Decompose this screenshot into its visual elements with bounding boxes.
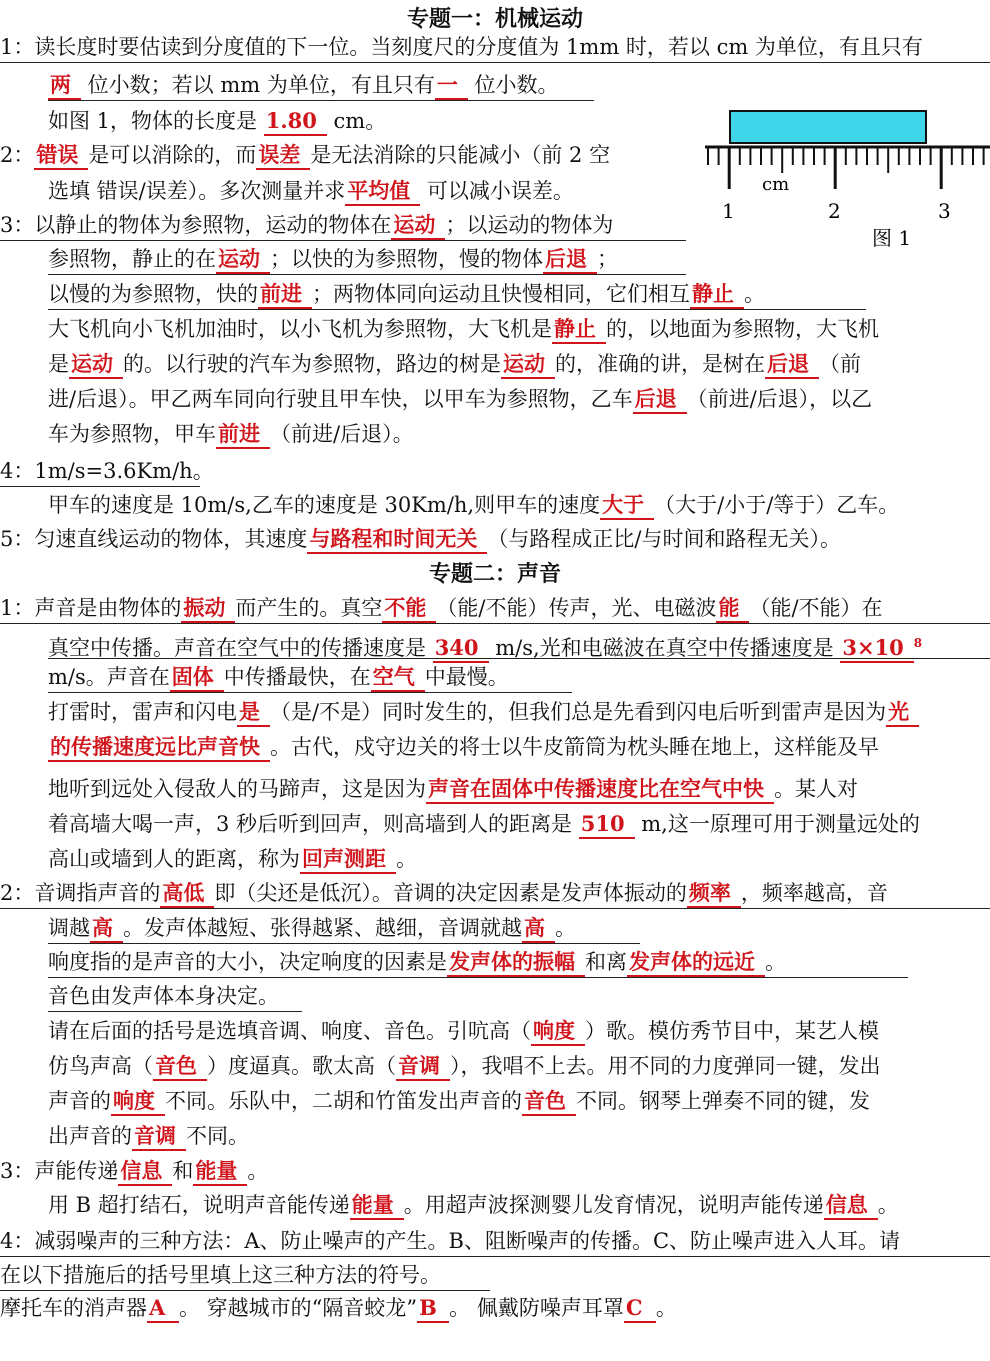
item-number: 2： <box>0 881 35 905</box>
figure-caption: 图 1 <box>872 226 912 250</box>
text-line <box>48 981 302 1012</box>
answer-blank: 静止 <box>690 281 744 309</box>
text-line <box>0 456 214 487</box>
line-text: 以静止的物体为参照物，运动的物体在 <box>34 213 392 237</box>
answer-blank: 信息 <box>118 1158 172 1186</box>
text-line <box>0 524 841 554</box>
line-text: 。 <box>877 1193 899 1217</box>
answer-blank: 3×10 <box>840 635 913 663</box>
line-text: 声音的 <box>48 1089 111 1113</box>
ruler-unit-label: cm <box>762 174 790 195</box>
line-text: 1m/s=3.6Km/h。 <box>34 459 214 483</box>
answer-blank: 回声测距 <box>300 846 396 874</box>
text-line <box>48 70 594 101</box>
line-text: 匀速直线运动的物体，其速度 <box>34 527 308 551</box>
answer-blank: B <box>417 1295 449 1323</box>
answer-blank: 频率 <box>687 880 741 908</box>
answer-blank: 能量 <box>193 1158 247 1186</box>
line-text: m/s,光和电磁波在真空中传播速度是 <box>488 636 841 660</box>
text-line <box>0 593 990 624</box>
line-text: 的，以地面为参照物，大飞机 <box>606 317 879 341</box>
answer-blank: 是 <box>237 699 270 727</box>
answer-blank: 与路程和时间无关 <box>307 526 487 554</box>
line-text: 。 <box>744 282 765 306</box>
line-text: 大飞机向小飞机加油时，以小飞机为参照物，大飞机是 <box>48 317 552 341</box>
line-text: （前进/后退），以乙 <box>686 387 873 411</box>
text-line <box>48 106 386 136</box>
line-text: 进/后退）。甲乙两车同向行驶且甲车快，以甲车为参照物，乙车 <box>48 387 633 411</box>
ruler-tick-label-2: 2 <box>828 199 841 223</box>
answer-blank: 运动 <box>391 212 445 240</box>
text-line <box>48 349 861 379</box>
answer-blank: 音调 <box>132 1123 186 1151</box>
line-text: 声能传递 <box>34 1159 119 1183</box>
line-text: 车为参照物，甲车 <box>48 422 216 446</box>
answer-blank: 空气 <box>371 664 425 692</box>
line-text: 位小数。 <box>467 73 559 97</box>
answer-blank: 后退 <box>633 386 687 414</box>
line-text: 选填 错误/误差）。多次测量并求 <box>48 179 346 203</box>
line-text: 。 <box>765 950 786 974</box>
answer-blank: 光 <box>886 699 919 727</box>
answer-blank: 误差 <box>256 142 310 170</box>
line-text: ）度逼真。歌太高（ <box>207 1054 396 1078</box>
answer-blank: C <box>624 1295 656 1323</box>
text-line <box>48 1086 870 1116</box>
answer-blank: 声音在固体中传播速度比在空气中快 <box>426 776 774 804</box>
text-line <box>48 419 414 449</box>
text-line <box>48 947 908 978</box>
line-text: 位小数；若以 mm 为单位，有且只有 <box>81 73 435 97</box>
answer-blank: 高低 <box>160 880 214 908</box>
line-text: cm。 <box>326 109 387 133</box>
text-line <box>48 628 990 659</box>
text-line <box>48 384 872 414</box>
line-text: 。发声体越短、张得越紧、越细，音调就越 <box>123 916 522 940</box>
superscript: 8 <box>913 636 923 650</box>
line-text: ；以运动的物体为 <box>445 213 614 237</box>
text-line <box>0 210 686 241</box>
answer-blank: 音色 <box>153 1053 207 1081</box>
item-number: 1： <box>0 35 35 59</box>
line-text: 出声音的 <box>48 1124 132 1148</box>
line-text: 。某人对 <box>774 777 858 801</box>
line-text: 打雷时，雷声和闪电 <box>48 700 237 724</box>
answer-blank: 音色 <box>522 1088 576 1116</box>
line-text: ；两物体同向运动且快慢相同，它们相互 <box>312 282 690 306</box>
line-text: 。 <box>555 916 576 940</box>
line-text: 着高墙大喝一声，3 秒后听到回声，则高墙到人的距离是 <box>48 812 579 836</box>
line-text: 摩托车的消声器 <box>0 1296 147 1320</box>
line-text: m/s。声音在 <box>48 665 170 689</box>
answer-blank: 高 <box>522 915 555 943</box>
answer-blank: 前进 <box>216 421 270 449</box>
text-line <box>0 140 610 170</box>
answer-blank: 的传播速度远比声音快 <box>48 734 270 762</box>
line-text: 。 <box>247 1159 269 1183</box>
text-line <box>48 314 879 344</box>
line-text: 。古代，戍守边关的将士以牛皮箭筒为枕头睡在地上，这样能及早 <box>270 735 879 759</box>
answer-blank: 信息 <box>824 1192 878 1220</box>
answer-blank: 后退 <box>765 351 819 379</box>
line-text: ；以快的为参照物，慢的物体 <box>270 247 543 271</box>
ruler-tick-label-3: 3 <box>938 199 951 223</box>
answer-blank: 平均值 <box>345 178 420 206</box>
line-text: 。 <box>396 847 417 871</box>
line-text: 甲车的速度是 10m/s,乙车的速度是 30Km/h,则甲车的速度 <box>48 493 601 517</box>
line-text: 。用超声波探测婴儿发育情况，说明声能传递 <box>403 1193 824 1217</box>
item-number: 3： <box>0 1159 35 1183</box>
line-text: 仿鸟声高（ <box>48 1054 153 1078</box>
text-line <box>0 1293 677 1323</box>
text-line <box>48 732 879 762</box>
text-line <box>48 176 574 206</box>
item-number: 5： <box>0 527 35 551</box>
line-text: 是可以消除的，而 <box>88 143 257 167</box>
answer-blank: 1.80 <box>264 108 327 136</box>
line-text: 音色由发声体本身决定。 <box>48 984 279 1008</box>
text-line <box>48 1051 881 1081</box>
line-text: 。 穿越城市的“隔音蛟龙” <box>179 1296 418 1320</box>
line-text: 是无法消除的只能减小（前 2 空 <box>310 143 611 167</box>
answer-blank: 发声体的远近 <box>627 949 765 977</box>
line-text: 响度指的是声音的大小，决定响度的因素是 <box>48 950 447 974</box>
answer-blank: 能量 <box>350 1192 404 1220</box>
ruler-ticks <box>708 147 984 189</box>
text-line <box>0 1260 490 1291</box>
text-line <box>48 913 640 944</box>
answer-blank: 两 <box>48 72 81 100</box>
line-text: 。 <box>655 1296 677 1320</box>
answer-blank: 音调 <box>396 1053 450 1081</box>
line-text: 音调指声音的 <box>34 881 161 905</box>
line-text: ），我唱不上去。用不同的力度弹同一键，发出 <box>450 1054 881 1078</box>
line-text: ； <box>597 247 618 271</box>
line-text: 以慢的为参照物，快的 <box>48 282 258 306</box>
line-text: （能/不能）传声，光、电磁波 <box>436 596 717 620</box>
line-text: 减弱噪声的三种方法：A、防止噪声的产生。B、阻断噪声的传播。C、防止噪声进入人耳。请 <box>34 1229 901 1253</box>
line-text: 和离 <box>585 950 627 974</box>
line-text: 中最慢。 <box>424 665 509 689</box>
line-text: ）歌。模仿秀节目中，某艺人模 <box>585 1019 879 1043</box>
line-text: 即（尖还是低沉）。音调的决定因素是发声体振动的 <box>214 881 687 905</box>
item-number: 4： <box>0 459 35 483</box>
item-number: 1： <box>0 596 35 620</box>
answer-blank: A <box>147 1295 179 1323</box>
line-text: 读长度时要估读到分度值的下一位。当刻度尺的分度值为 1mm 时，若以 cm 为单位，有且只有 <box>34 35 923 59</box>
answer-blank: 响度 <box>531 1018 585 1046</box>
line-text: （前 <box>819 352 861 376</box>
line-text: 真空中传播。声音在空气中的传播速度是 <box>48 636 433 660</box>
answer-blank: 响度 <box>111 1088 165 1116</box>
line-text: 的，准确的讲，是树在 <box>555 352 765 376</box>
line-text: 声音是由物体的 <box>34 596 182 620</box>
text-line <box>48 1016 879 1046</box>
ruler-tick-label-1: 1 <box>722 199 735 223</box>
answer-blank: 静止 <box>552 316 606 344</box>
item-number: 4： <box>0 1229 35 1253</box>
line-text: 调越 <box>48 916 90 940</box>
text-line <box>0 1156 268 1186</box>
answer-blank: 340 <box>433 635 489 663</box>
answer-blank: 大于 <box>600 492 654 520</box>
item-number: 3： <box>0 213 35 237</box>
answer-blank: 510 <box>579 811 635 839</box>
answer-blank: 高 <box>90 915 123 943</box>
ruler-figure <box>700 105 990 255</box>
text-line <box>48 279 866 310</box>
text-line <box>48 1190 899 1220</box>
text-line <box>0 878 990 909</box>
text-line <box>48 844 417 874</box>
line-text: m,这一原理可用于测量远处的 <box>634 812 920 836</box>
answer-blank: 发声体的振幅 <box>447 949 585 977</box>
line-text: 如图 1，物体的长度是 <box>48 109 264 133</box>
answer-blank: 能 <box>716 595 749 623</box>
line-text: 而产生的。真空 <box>235 596 383 620</box>
line-text: ，频率越高，音 <box>740 881 888 905</box>
line-text: （与路程成正比/与时间和路程无关）。 <box>487 527 841 551</box>
line-text: （大于/小于/等于）乙车。 <box>654 493 900 517</box>
line-text: 参照物，静止的在 <box>48 247 216 271</box>
text-line <box>48 809 920 839</box>
text-line <box>0 1226 990 1257</box>
text-line <box>48 244 686 275</box>
line-text: 用 B 超打结石，说明声音能传递 <box>48 1193 350 1217</box>
answer-blank: 运动 <box>69 351 123 379</box>
line-text: （前进/后退）。 <box>270 422 414 446</box>
line-text: 请在后面的括号是选填音调、响度、音色。引吭高（ <box>48 1019 531 1043</box>
item-number: 2： <box>0 143 35 167</box>
line-text: 不同。钢琴上弹奏不同的键，发 <box>576 1089 870 1113</box>
line-text: 的。以行驶的汽车为参照物，路边的树是 <box>123 352 501 376</box>
text-line <box>48 1121 249 1151</box>
line-text: 。 佩戴防噪声耳罩 <box>449 1296 624 1320</box>
section-title-2: 专题二：声音 <box>428 561 561 587</box>
answer-blank: 运动 <box>216 246 270 274</box>
answer-blank: 不能 <box>382 595 436 623</box>
line-text: 是 <box>48 352 69 376</box>
answer-blank: 一 <box>435 72 468 100</box>
answer-blank: 后退 <box>543 246 597 274</box>
line-text: （是/不是）同时发生的，但我们总是先看到闪电后听到雷声是因为 <box>270 700 887 724</box>
answer-blank: 固体 <box>170 664 224 692</box>
line-text: 高山或墙到人的距离，称为 <box>48 847 300 871</box>
line-text: （能/不能）在 <box>749 596 883 620</box>
line-text: 和 <box>172 1159 194 1183</box>
answer-blank: 运动 <box>501 351 555 379</box>
measured-object <box>730 111 926 143</box>
text-line <box>0 32 990 63</box>
line-text: 中传播最快，在 <box>223 665 371 689</box>
text-line <box>48 697 919 727</box>
answer-blank: 振动 <box>181 595 235 623</box>
line-text: 地听到远处入侵敌人的马蹄声，这是因为 <box>48 777 426 801</box>
line-text: 不同。 <box>186 1124 249 1148</box>
answer-blank: 错误 <box>34 142 88 170</box>
text-line <box>48 662 572 693</box>
text-line <box>48 774 858 804</box>
line-text: 可以减小误差。 <box>420 179 574 203</box>
line-text: 不同。乐队中，二胡和竹笛发出声音的 <box>165 1089 522 1113</box>
answer-blank: 前进 <box>258 281 312 309</box>
line-text: 在以下措施后的括号里填上这三种方法的符号。 <box>0 1263 441 1287</box>
section-title-1: 专题一：机械运动 <box>406 6 583 32</box>
text-line <box>48 490 899 520</box>
